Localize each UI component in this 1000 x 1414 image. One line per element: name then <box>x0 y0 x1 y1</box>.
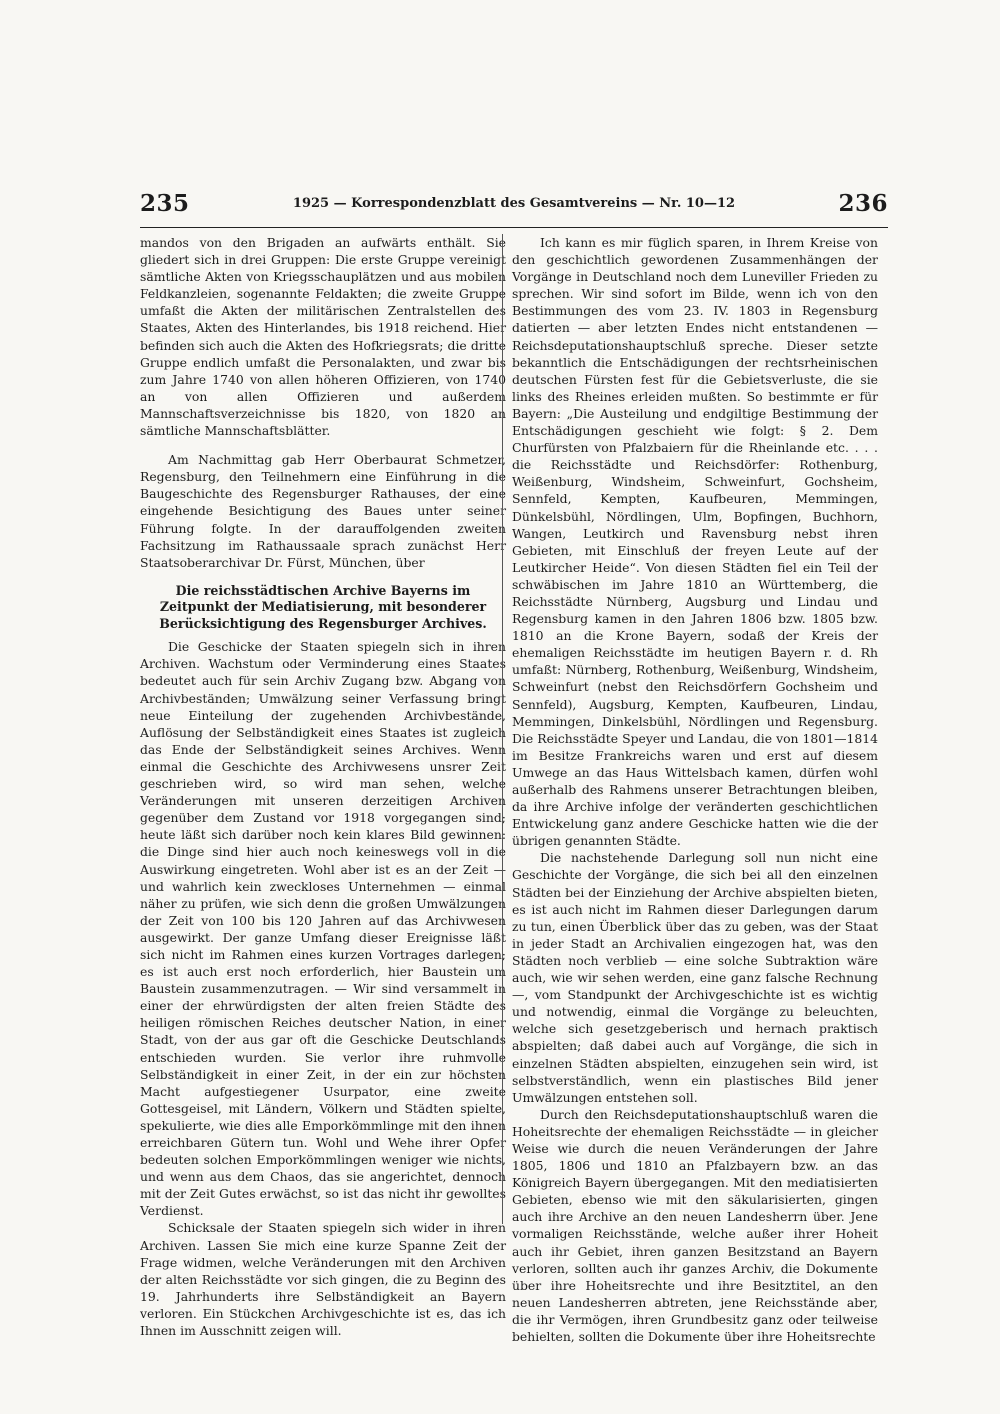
page-header <box>140 190 888 224</box>
page-number-right: 236 <box>838 190 888 217</box>
column-divider <box>502 234 503 1224</box>
running-head: 1925 — Korrespondenzblatt des Gesamtvereins — Nr. 10—12 <box>292 196 736 211</box>
left-column <box>140 234 506 1339</box>
paragraph: mandos von den Brigaden an aufwärts enthält. Sie gliedert sich in drei Gruppen: Die erste Gruppe vereinigt sämtliche Akten von Kriegsschauplätzen und aus mobilen Feldkanzleien, sogenannte Feldakten; die zweite Gruppe umfaßt die Akten der militärischen Zentralstellen des Staates, Akten des Hinterlandes, bis 1918 reichend. Hier befinden sich auch die Akten des Hofkriegsrats; die dritte Gruppe endlich umfaßt die Personalakten, und zwar bis zum Jahre 1740 von allen höheren Offizieren, von 1740 an von allen Offizieren und außerdem Mannschaftsverzeichnisse bis 1820, von 1820 an sämtliche Mannschaftsblätter. <box>140 235 506 439</box>
page-number-left: 235 <box>140 190 190 217</box>
paragraph: Durch den Reichsdeputationshauptschluß waren die Hoheitsrechte der ehemaligen Reichsstädte — in gleicher Weise wie durch die neuen Veränderungen der Jahre 1805, 1806 und 1810 an Pfalzbayern bzw. an das Königreich Bayern übergegangen. Mit den mediatisierten Gebieten, ebenso wie mit den säkularisierten, gingen auch ihre Archive an den neuen Landesherrn über. Jene vormaligen Reichsstände, welche außer ihrer Hoheit auch ihr Gebiet, ihren ganzen Besitzstand an Bayern verloren, sollten auch ihr ganzes Archiv, die Dokumente über ihre Hoheitsrechte und ihre Besitztitel, an den neuen Landesherren abtreten, jene Reichsstände aber, die ihr Vermögen, ihren Grundbesitz ganz oder teilweise behielten, sollten die Dokumente über ihre Hoheitsrechte <box>512 1106 878 1344</box>
paragraph: Ich kann es mir füglich sparen, in Ihrem Kreise von den geschichtlich gewordenen Zusammenhängen der Vorgänge in Deutschland noch dem Luneviller Frieden zu sprechen. Wir sind sofort im Bilde, wenn ich von den Bestimmungen des vom 23. IV. 1803 in Regensburg datierten — aber letzten Endes nicht entstandenen — Reichsdeputationshauptschluß spreche. Dieser setzte bekanntlich die Entschädigungen der rechtsrheinischen deutschen Fürsten fest für die Gebietsverluste, die sie links des Rheines erleiden mußten. So bestimmte er für Bayern: „Die Austeilung und endgiltige Bestimmung der Entschädigungen geschieht wie folgt: § 2. Dem Churfürsten von Pfalzbaiern für die Rheinlande etc. . . . die Reichsstädte und Reichsdörfer: Rothenburg, Weißenburg, Windsheim, Schweinfurt, Gochsheim, Sennfeld, Kempten, Kaufbeuren, Memmingen, Dünkelsbühl, Nördlingen, Ulm, Bopfingen, Buchhorn, Wangen, Leutkirch und Ravensburg nebst ihren Gebieten, mit Einschluß der freyen Leute auf der Leutkircher Heide“. Von diesen Städten fiel ein Teil der schwäbischen im Jahre 1810 an Württemberg, die Reichsstädte Nürnberg, Augsburg und Lindau und Regensburg kamen in den Jahren 1806 bzw. 1805 bzw. 1810 an die Krone Bayern, sodaß der Kreis der ehemaligen Reichsstädte im heutigen Bayern r. d. Rh umfaßt: Nürnberg, Rothenburg, Weißenburg, Windsheim, Schweinfurt (nebst den Reichsdörfern Gochsheim und Sennfeld), Augsburg, Kempten, Kaufbeuren, Lindau, Memmingen, Dinkelsbühl, Nördlingen und Regensburg. Die Reichsstädte Speyer und Landau, die von 1801—1814 im Besitze Frankreichs waren und erst auf diesem Umwege an das Haus Wittelsbach kamen, dürfen wohl außerhalb des Rahmens unserer Betrachtungen bleiben, da ihre Archive infolge der veränderten geschichtlichen Entwickelung ganz andere Geschicke hatten wie die der übrigen genannten Städte. <box>512 235 878 849</box>
paragraph: Die Geschicke der Staaten spiegeln sich in ihren Archiven. Wachstum oder Verminderung eines Staates bedeutet auch für sein Archiv Zugang bzw. Abgang von Archivbeständen; Umwälzung seiner Verfassung bringt neue Einteilung der zugehenden Archivbestände, Auflösung der Selbständigkeit eines Staates ist zugleich das Ende der Selbständigkeit seines Archives. Wenn einmal die Geschichte des Archivwesens unsrer Zeit geschrieben wird, so wird man sehen, welche Veränderungen mit unseren derzeitigen Archiven gegenüber dem Zustand vor 1918 vorgegangen sind; heute läßt sich darüber noch kein klares Bild gewinnen: die Dinge sind hier auch noch keineswegs voll in die Auswirkung eingetreten. Wohl aber ist es an der Zeit — und wahrlich kein zweckloses Unternehmen — einmal näher zu prüfen, wie sich denn die großen Umwälzungen der Zeit von 100 bis 120 Jahren auf das Archivwesen ausgewirkt. Der ganze Umfang dieser Ereignisse läßt sich nicht im Rahmen eines kurzen Vortrages darlegen; es ist auch erst noch erforderlich, hier Baustein um Baustein zusammenzutragen. — Wir sind versammelt in einer der ehrwürdigsten der alten freien Städte des heiligen römischen Reiches deutscher Nation, in einer Stadt, von der aus gar oft die Geschicke Deutschlands entschieden wurden. Sie verlor ihre ruhmvolle Selbständigkeit in einer Zeit, in der ein zur höchsten Macht aufgestiegener Usurpator, eine zweite Gottesgeisel, mit Ländern, Völkern und Städten spielte, spekulierte, wie dies alle Emporkömmlinge mit den ihnen erreichbaren Gütern tun. Wohl und Wehe ihrer Opfer bedeuten solchen Emporkömmlingen weniger wie nichts, und wenn aus dem Chaos, das sie angerichtet, dennoch mit der Zeit Gutes erwächst, so ist das nicht ihr gewolltes Verdienst. <box>140 639 506 1219</box>
header-rule <box>140 227 888 228</box>
paragraph: Schicksale der Staaten spiegeln sich wider in ihren Archiven. Lassen Sie mich eine kurze Spanne Zeit der Frage widmen, welche Veränderungen mit den Archiven der alten Reichsstädte vor sich gingen, die zu Beginn des 19. Jahrhunderts ihre Selbständigkeit an Bayern verloren. Ein Stückchen Archivgeschichte ist es, das ich Ihnen im Ausschnitt zeigen will. <box>140 1220 506 1339</box>
paragraph: Die nachstehende Darlegung soll nun nicht eine Geschichte der Vorgänge, die sich bei all den einzelnen Städten bei der Einziehung der Archive abspielten bieten, es ist auch nicht im Rahmen dieser Darlegungen darum zu tun, einen Überblick über das zu geben, was der Staat in jeder Stadt an Archivalien eingezogen hat, was den Städten noch verblieb — eine solche Subtraktion wäre auch, wie wir sehen werden, eine ganz falsche Rechnung —, vom Standpunkt der Archivgeschichte ist es wichtig und notwendig, einmal die Vorgänge zu beleuchten, welche sich gesetzgeberisch und hernach praktisch abspielten; daß dabei auch auf Vorgänge, die sich in einzelnen Städten abspielten, einzugehen sein wird, ist selbstverständlich, wenn ein plastisches Bild jener Umwälzungen entstehen soll. <box>512 850 878 1105</box>
right-column <box>512 234 878 1345</box>
paragraph: Am Nachmittag gab Herr Oberbaurat Schmetzer, Regensburg, den Teilnehmern eine Einführung in die Baugeschichte des Regensburger Rathauses, der eine eingehende Besichtigung des Baues unter seiner Führung folgte. In der darauffolgenden zweiten Fachsitzung im Rathaussaale sprach zunächst Herr Staatsoberarchivar Dr. Fürst, München, über <box>140 452 506 570</box>
section-heading: Die reichsstädtischen Archive Bayerns im Zeitpunkt der Mediatisierung, mit besonderer Berücksichtigung des Regensburger Archives. <box>159 582 487 631</box>
